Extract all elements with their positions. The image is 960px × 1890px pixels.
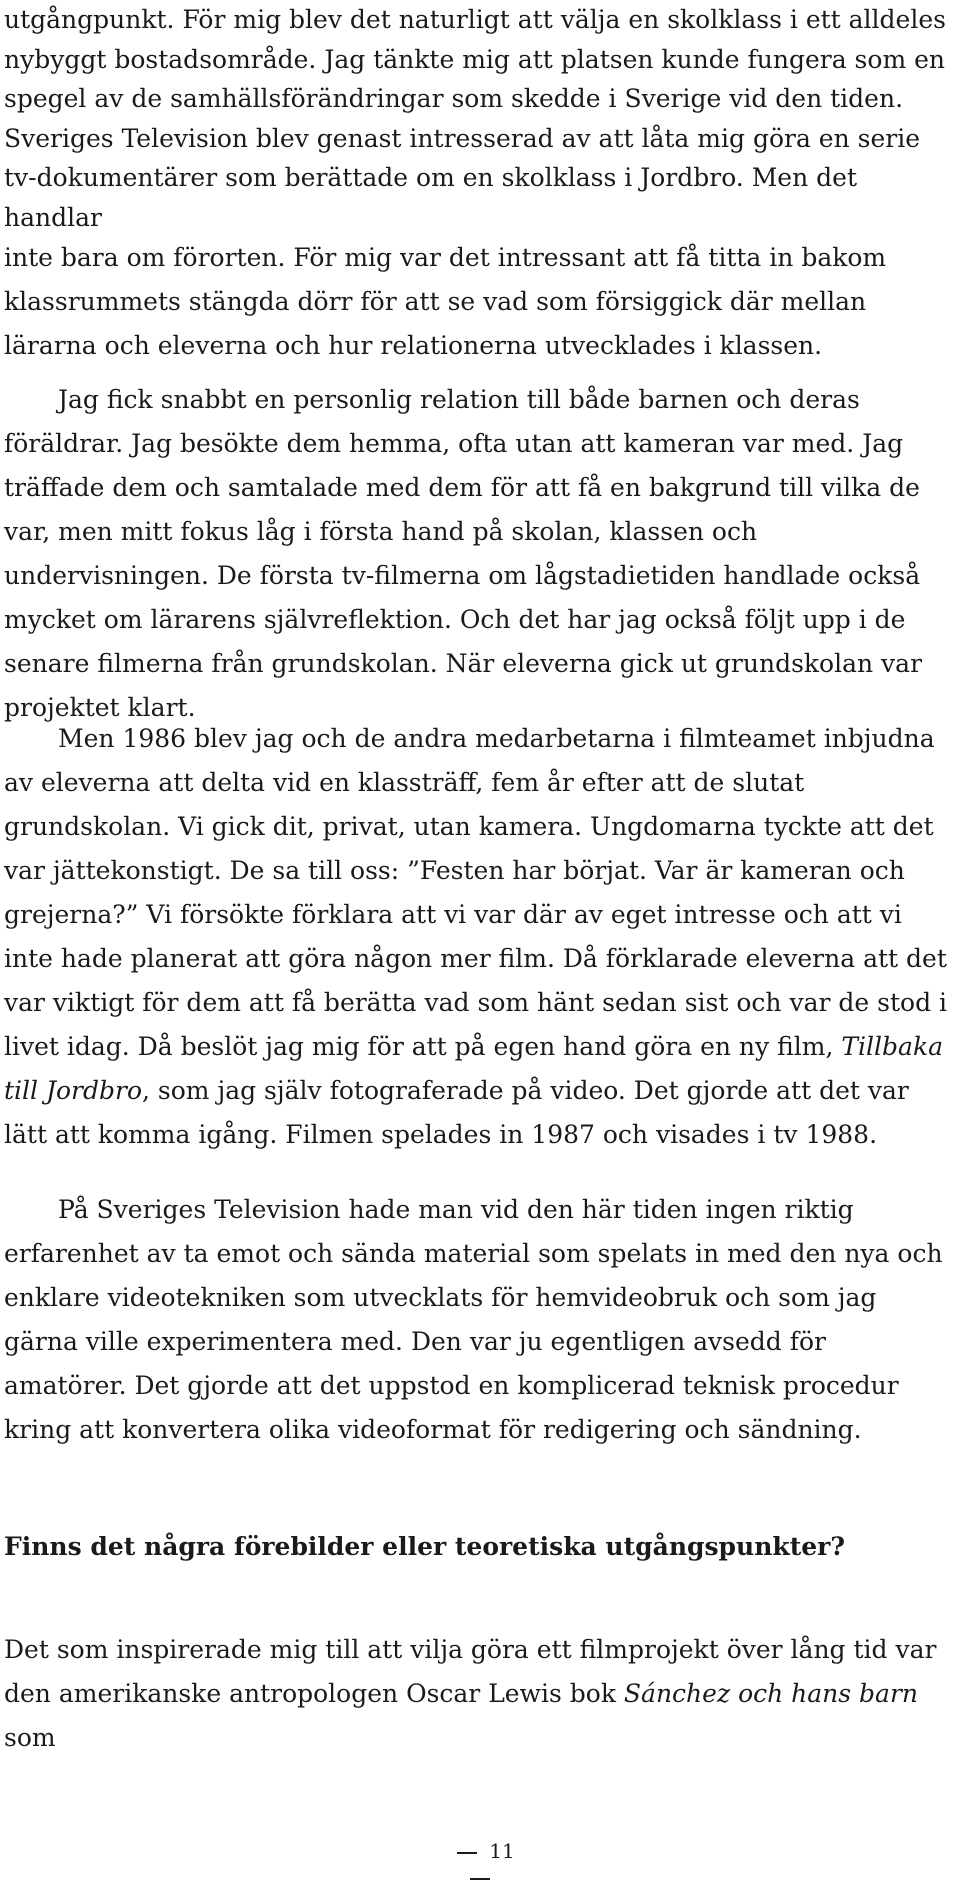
book-title: Sánchez och hans barn — [623, 1679, 919, 1708]
paragraph-continued: utgångpunkt. För mig blev det naturligt att välja en skolklass i ett alldeles nybyggt bostadsområde. Jag tänkte mig att platsen kunde fungera som en spegel av de samhällsförändringar som skedde i Sverige vid den tiden. Sveriges Television blev genast intresserad av att låta mig göra en serie tv-dokumentärer som berättade om en skolklass i Jordbro. Men det handlar — [4, 5, 946, 232]
paragraph-class-reunion-text-end: , som jag själv fotograferade på video. Det gjorde att det var lätt att komma igång. Filmen spelades in 1987 och visades i tv 1988. — [4, 1076, 909, 1149]
film-title: Tillbaka till Jordbro — [4, 1032, 943, 1105]
paragraph-inspiration-text: Det som inspirerade mig till att vilja göra ett filmprojekt över lång tid var den amerikanske antropologen Oscar Lewis bok — [4, 1635, 937, 1708]
paragraph-continued-rest: inte bara om förorten. För mig var det intressant att få titta in bakom klassrummets stängda dörr för att se vad som försiggick där mellan lärarna och eleverna och hur relationerna utvecklades i klassen. — [4, 243, 887, 360]
paragraph-class-reunion — [4, 717, 954, 1157]
paragraph-relations: Jag fick snabbt en personlig relation till både barnen och deras föräldrar. Jag besökte dem hemma, ofta utan att kameran var med. Jag träffade dem och samtalade med dem för att få en bakgrund till vilka de var, men mitt fokus låg i första hand på skolan, klassen och undervisningen. De första tv-filmerna om lågstadietiden handlade också mycket om lärarens självreflektion. Och det har jag också följt upp i de senare filmerna från grundskolan. När eleverna gick ut grundskolan var projektet klart. — [4, 385, 923, 722]
page-number-value: 11 — [489, 1839, 515, 1863]
paragraph-class-reunion-text: Men 1986 blev jag och de andra medarbetarna i filmteamet inbjudna av eleverna att delta vid en klassträff, fem år efter att de slutat grundskolan. Vi gick dit, privat, utan kamera. Ungdomarna tyckte att det var jättekonstigt. De sa till oss: ”Festen har börjat. Var är kameran och grejerna?” Vi försökte förklara att vi var där av eget intresse och att vi inte hade planerat att göra någon mer film. Då förklarade eleverna att det var viktigt för dem att få berätta vad som hänt sedan sist och var de stod i livet idag. Då beslöt jag mig för att på egen hand göra en ny film, — [4, 724, 948, 1061]
paragraph-inspiration-text-end: som — [4, 1723, 56, 1752]
section-heading: Finns det några förebilder eller teoretiska utgångspunkter? — [4, 1532, 845, 1561]
page-number-dash-right — [470, 1878, 490, 1880]
paragraph-inspiration — [4, 1628, 954, 1760]
paragraph-svt-video: På Sveriges Television hade man vid den här tiden ingen riktig erfarenhet av ta emot och sända material som spelats in med den nya och enklare videotekniken som utvecklats för hemvideobruk och som jag gärna ville experimentera med. Den var ju egentligen avsedd för amatörer. Det gjorde att det uppstod en komplicerad teknisk procedur kring att konvertera olika videoformat för redigering och sändning. — [4, 1195, 943, 1444]
page-number-dash-left — [457, 1852, 477, 1854]
page-number — [430, 1838, 530, 1890]
